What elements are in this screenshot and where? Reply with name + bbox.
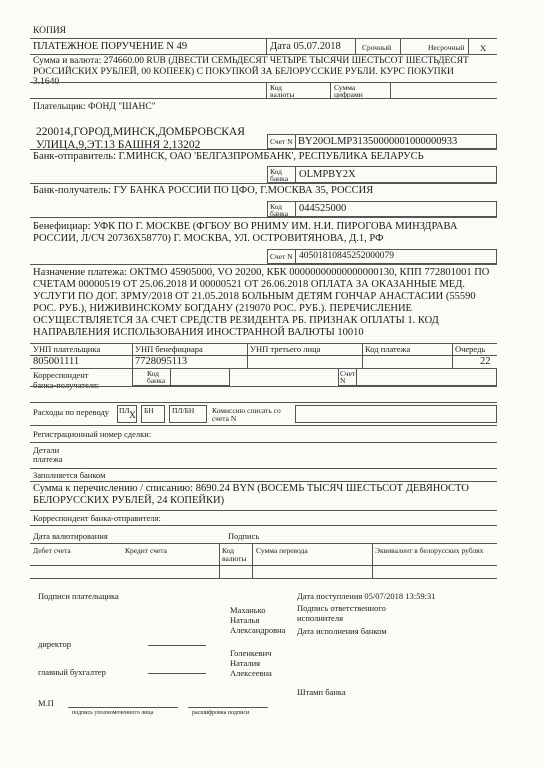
payer-unp: 805001111 [33,356,80,367]
director-name: Маханько Наталья Александровна [230,605,286,636]
credit-label: Кредит счета [125,546,167,555]
responsible-signature-label: Подпись ответственного исполнителя [297,603,386,624]
expenses-bn: БН [144,406,154,415]
sender-bank: Банк-отправитель: Г.МИНСК, ОАО 'БЕЛГАЗПРОМБАНК', РЕСПУБЛИКА БЕЛАРУСЬ [33,151,424,162]
fx-signature-label: Подпись [228,531,260,541]
currency-code-label: Код валюты [270,83,295,100]
payer-account: BY20OLMP31350000001000000933 [298,136,458,147]
beneficiary: Бенефициар: УФК ПО Г. МОСКВЕ (ФГБОУ ВО РНИМУ ИМ. Н.И. ПИРОГОВА МИНЗДРАВА РОССИИ, Л/СЧ 20736Х58770) Г. МОСКВА, УЛ. ОСТРОВИТЯНОВА, Д.1, РФ [33,221,458,244]
payer-label: Плательщик: ФОНД "ШАНС" [33,102,156,112]
payer-account-label: Счет N [270,137,293,146]
equivalent-label: Эквивалент в белорусских рублях [375,546,484,555]
received-date: Дата поступления 05/07/2018 13:59:31 [297,591,436,601]
mp-label: М.П [38,698,54,708]
execution-date-label: Дата исполнения банком [297,626,387,636]
payment-code-label: Код платежа [365,344,411,354]
director-signature-line [148,645,206,646]
amount-digits-label: Сумма цифрами [334,83,363,100]
divider [30,38,497,39]
non-urgent-label: Несрочный [428,43,465,52]
authorized-signature-caption: подпись уполномоченного лица [72,710,154,716]
transfer-expenses-label: Расходы по переводу [33,407,110,417]
queue-label: Очередь [455,344,486,354]
debit-label: Дебет счета [33,546,71,555]
sender-bank-code-label: Код банка [270,167,289,184]
non-urgent-mark: X [480,43,487,53]
urgent-label: Срочный [362,43,392,52]
receiver-bank: Банк-получатель: ГУ БАНКА РОССИИ ПО ЦФО, Г.МОСКВА 35, РОССИЯ [33,185,374,196]
sender-bank-code: OLMPBY2X [299,169,356,180]
fx-currency-code-label: Код валюты [222,546,247,563]
accountant-name: Голенкевич Наталия Алексеевна [230,648,272,679]
beneficiary-unp: 7728095113 [135,356,188,367]
beneficiary-account: 40501810845252000079 [299,251,394,261]
chief-accountant-label: главный бухгалтер [38,667,106,677]
beneficiary-unp-label: УНП бенефициара [135,344,203,354]
third-party-unp-label: УНП третьего лица [250,344,321,354]
commission-label: Комиссию списать со счета N [212,406,281,423]
sender-correspondent-label: Корреспондент банка-отправителя: [33,513,161,523]
payment-purpose: Назначение платежа: ОКТМО 45905000, VO 20200, КБК 00000000000000000130, КПП 772801001 ПО СЧЕТАМ 00000519 ОТ 25.06.2018 И 00000521 ОТ 26.06.2018 ОПЛАТА ЗА ОКАЗАННЫЕ МЕД. УСЛУГИ ПО ДОГ. ЗРМУ/2018 ОТ 21.05.2018 БОЛЬНЫМ ДЕТЯМ ГОНЧАР АНАСТАСИИ (55590 РОС. РУБ.), НИЖИВИНСКОМУ БОГДАНУ (219070 РОС. РУБ.). ПЕРЕЧИСЛЕНИЕ ОСУЩЕСТВЛЯЕТСЯ ЗА СЧЕТ СРЕДСТВ РЕЗИДЕНТА РБ. ПРИЗНАК ОПЛАТЫ 1. КОД НАПРАВЛЕНИЯ ИСПОЛЬЗОВАНИЯ ИНОСТРАННОЙ ВАЛЮТЫ 10010 [33,267,490,338]
bank-stamp-label: Штамп банка [297,687,346,697]
transfer-sum-label: Сумма перевода [256,546,308,555]
payment-details-label: Детали платежа [33,445,63,464]
payer-signatures-label: Подписи плательщика [38,591,119,601]
amount-text: Сумма и валюта: 274660.00 RUB (ДВЕСТИ СЕМЬДЕСЯТ ЧЕТЫРЕ ТЫСЯЧИ ШЕСТЬСОТ ШЕСТЬДЕСЯТ РОССИЙСКИХ РУБЛЕЙ, 00 КОПЕЕК) С ПОКУПКОЙ ЗА БЕЛОРУССКИЕ РУБЛИ. КУРС ПОКУПКИ 3.1640 [33,56,469,88]
expenses-pl: ПЛ [119,406,130,415]
correspondent-code-label: Код банка [147,369,166,386]
receiver-bank-code-label: Код банка [270,202,289,219]
director-label: директор [38,639,72,649]
expenses-pl-mark: X [129,411,136,421]
expenses-plbn: ПЛ/БН [172,406,195,415]
document-date: Дата 05.07.2018 [270,41,341,52]
payer-unp-label: УНП плательщика [33,344,101,354]
copy-label: КОПИЯ [33,26,67,36]
queue-value: 22 [480,356,491,367]
correspondent-account-label: Счет N [340,369,356,386]
correspondent-label: Корреспондент банка-получателя: [33,370,100,390]
payer-address: 220014,ГОРОД,МИНСК,ДОМБРОВСКАЯ УЛИЦА,9,ЭТ.13 БАШНЯ 2,13202 [36,126,245,151]
registration-label: Регистрационный номер сделки: [33,429,152,439]
signature-decoding-caption: расшифровка подписи [192,710,250,716]
document-title: ПЛАТЕЖНОЕ ПОРУЧЕНИЕ N 49 [33,41,188,52]
value-date-label: Дата валютирования [33,531,108,541]
beneficiary-account-label: Счет N [270,252,293,261]
transfer-amount: Сумма к перечислению / списанию: 8690.24 BYN (ВОСЕМЬ ТЫСЯЧ ШЕСТЬСОТ ДЕВЯНОСТО БЕЛОРУССКИХ РУБЛЕЙ, 24 КОПЕЙКИ) [33,483,469,506]
bank-fill-label: Заполняется банком [33,470,106,480]
receiver-bank-code: 044525000 [299,203,347,214]
accountant-signature-line [148,673,206,674]
